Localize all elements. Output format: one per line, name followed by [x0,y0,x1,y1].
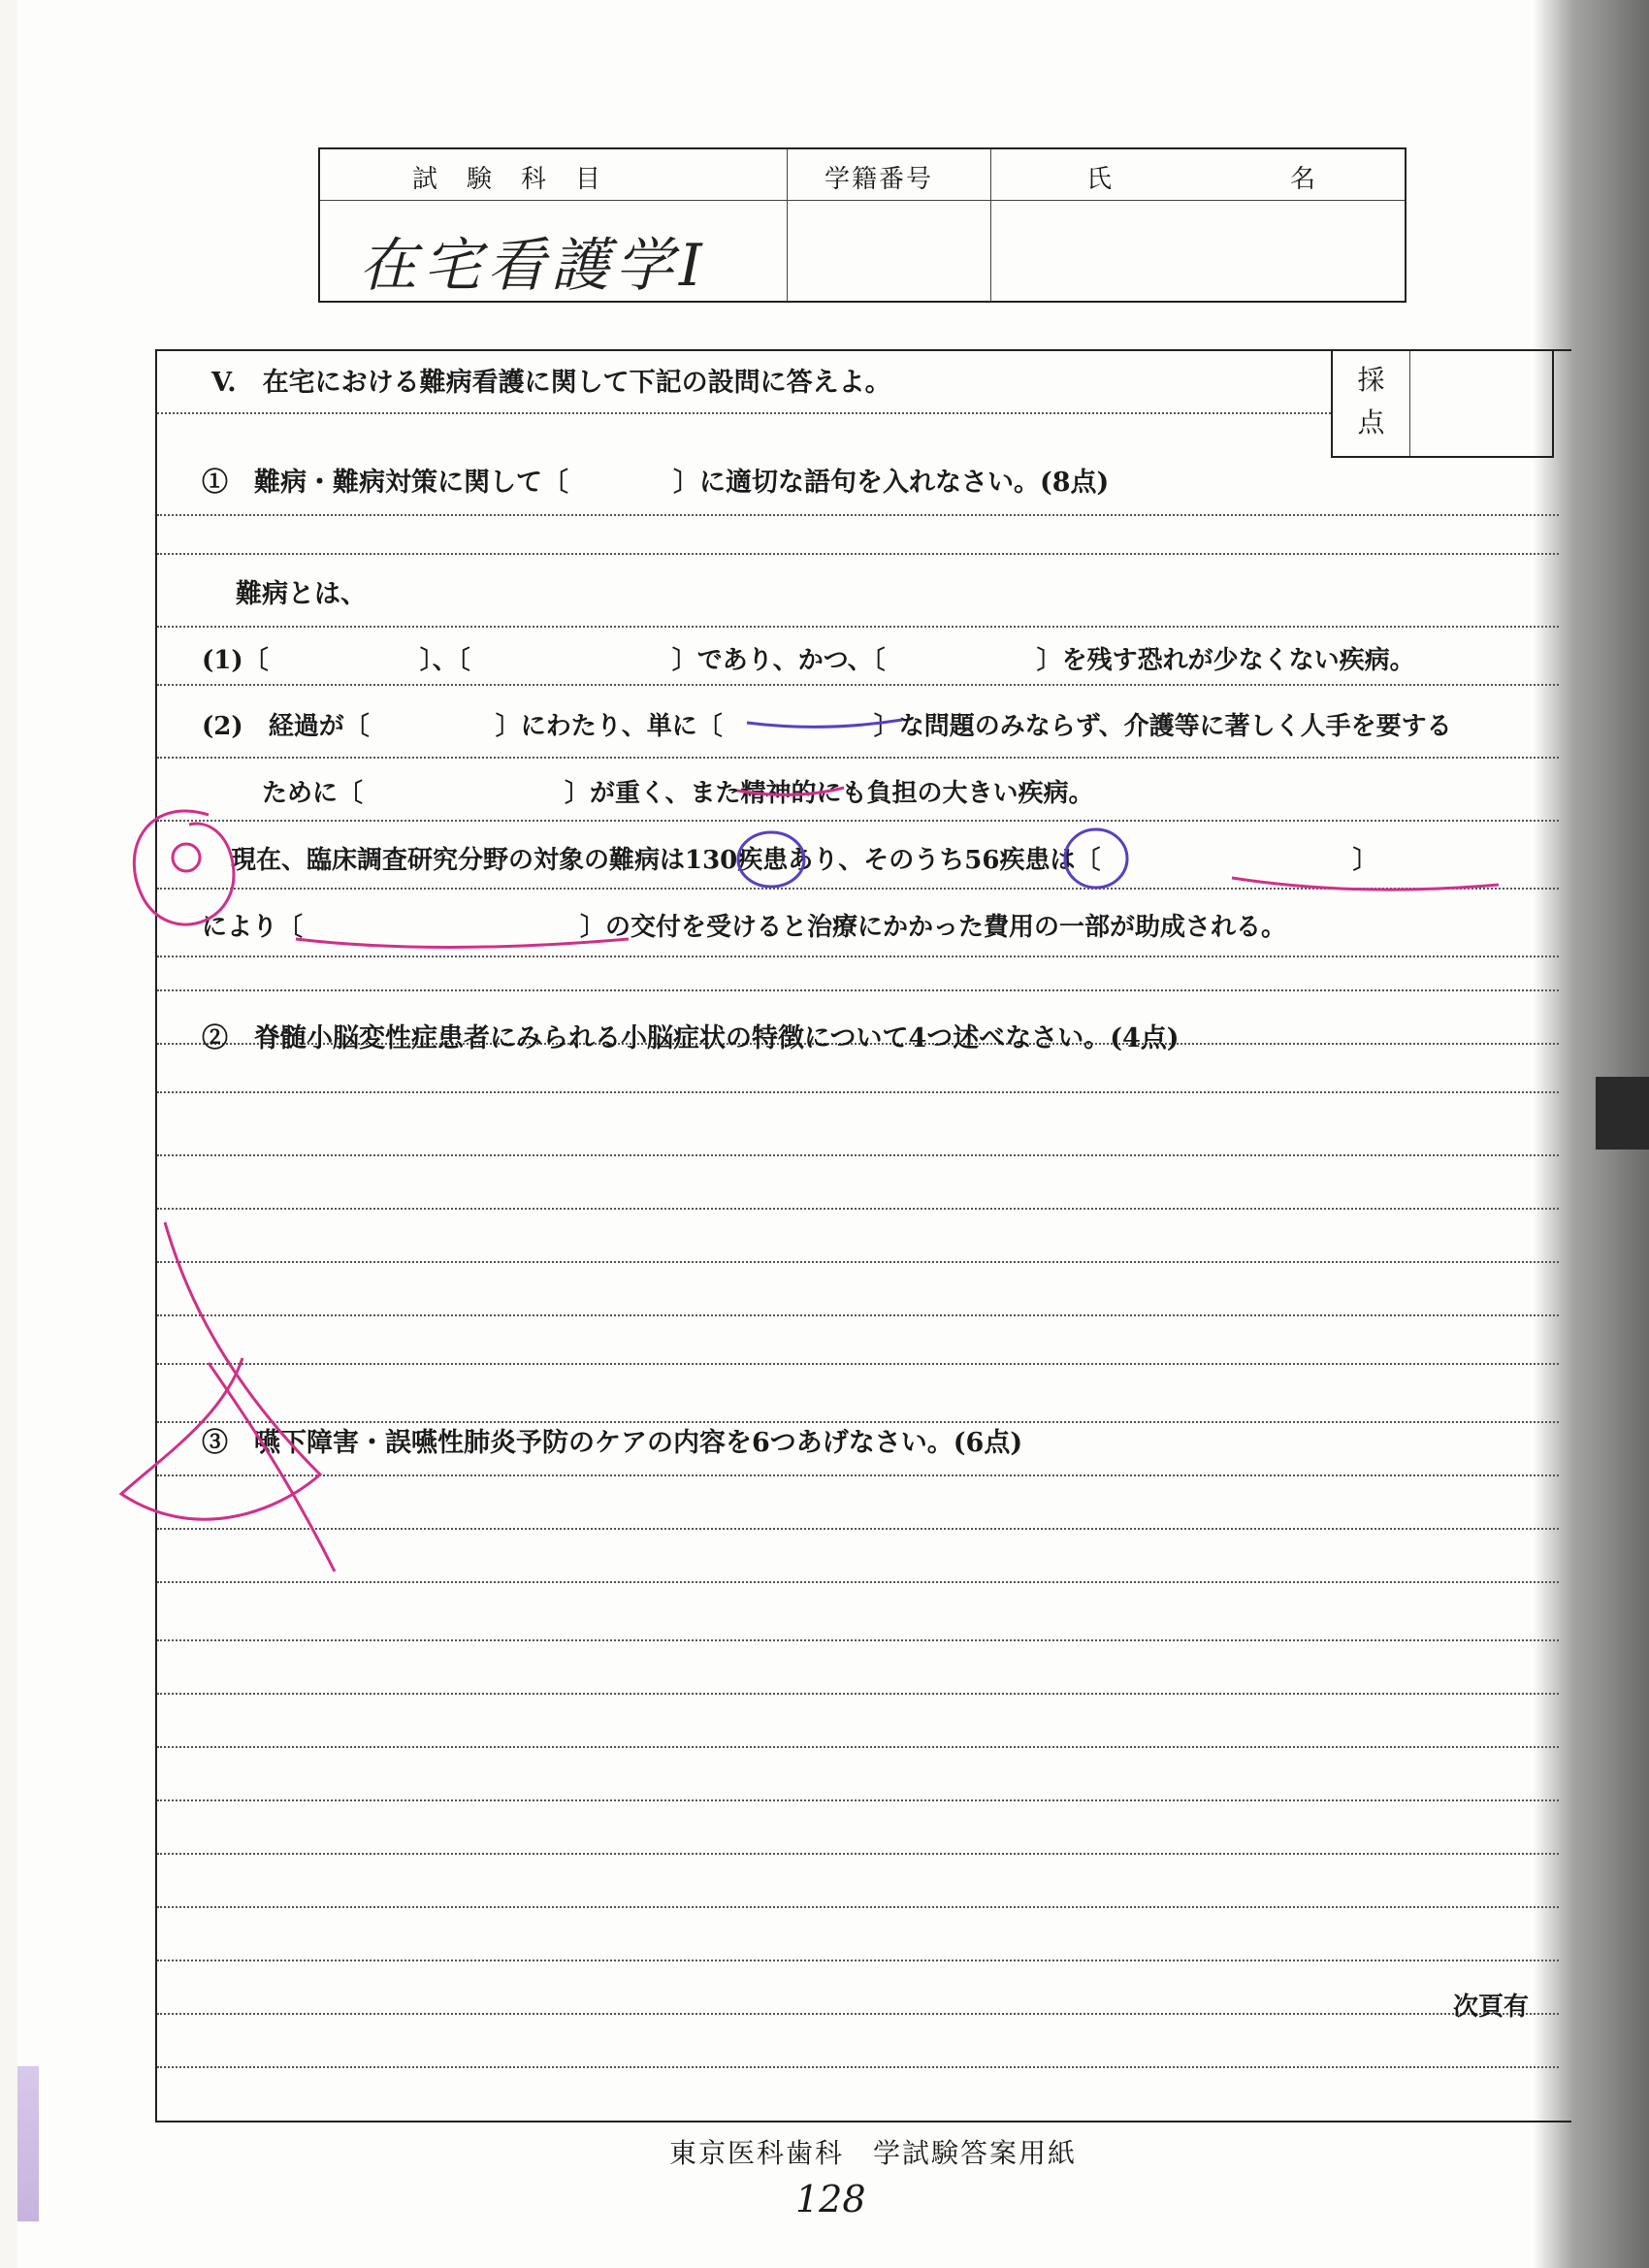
red-pen-underline [747,720,902,727]
q1-line2a: (2) 経過が〔 〕にわたり、単に〔 〕な問題のみならず、介護等に著しく人手を要する [202,712,1452,741]
subject-handwritten: 在宅看護学Ⅰ [359,232,708,300]
q1-line3a: 現在、臨床調査研究分野の対象の難病は130疾患あり、そのうち56疾患は〔 〕 [231,846,1378,875]
red-pen-underline [1232,878,1499,890]
q1-intro: 難病とは、 [236,579,367,609]
q1-line3b: により〔 〕の交付を受けると治療にかかった費用の一部が助成される。 [202,913,1287,942]
red-pen-circle-mark [738,832,804,887]
red-pen-check-mark [121,1222,320,1519]
q3-heading: ③ 嚥下障害・誤嚥性肺炎予防のケアの内容を6つあげなさい。(6点) [202,1428,1023,1458]
q1-heading: ① 難病・難病対策に関して〔 〕に適切な語句を入れなさい。(8点) [202,468,1110,498]
subject-header: 試 験 科 目 [412,165,603,194]
page-number: 128 [795,2178,866,2220]
red-pen-circle-mark [1065,829,1127,888]
red-pen-underline [296,939,629,948]
student-no-header: 学籍番号 [824,165,934,194]
next-page-note: 次頁有 [1453,1993,1530,2022]
red-pen-check-mark [209,1363,335,1571]
red-pen-circle-mark [134,811,234,924]
name-header-left: 氏 [1086,165,1115,194]
name-header-right: 名 [1290,165,1318,194]
score-label: 採 点 [1333,351,1410,456]
q1-line1: (1)〔 〕、〔 〕であり、かつ、〔 〕を残す恐れが少なくない疾病。 [202,646,1415,675]
red-pen-underline [737,788,844,794]
q1-line2b: ために〔 〕が重く、また精神的にも負担の大きい疾病。 [262,779,1094,808]
q2-heading: ② 脊髄小脳変性症患者にみられる小脳症状の特徴について4つ述べなさい。(4点) [202,1023,1180,1053]
red-pen-circle-mark [173,844,200,871]
institution-footer: 東京医科歯科 学試験答案用紙 [669,2137,1078,2169]
section-title: V. 在宅における難病看護に関して下記の設問に答えよ。 [211,368,891,398]
